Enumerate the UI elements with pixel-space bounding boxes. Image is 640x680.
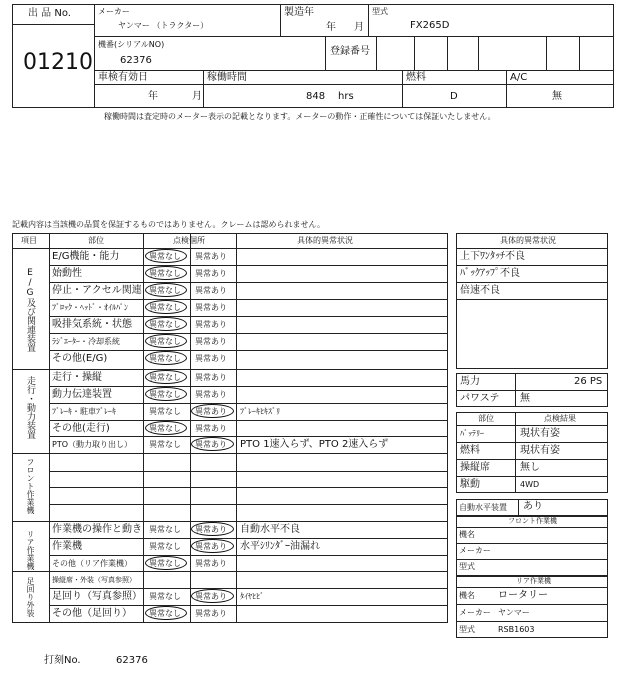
check-part: 燃料	[460, 445, 480, 456]
selected-circle	[145, 300, 187, 314]
row-part: その他(E/G)	[52, 353, 108, 364]
right-detail-item: 上下ﾜﾝﾀｯﾁ不良	[460, 251, 525, 262]
row-part: 動力伝達装置	[52, 389, 112, 400]
selected-circle	[191, 589, 234, 603]
selected-circle	[145, 556, 187, 570]
right-details-title: 具体的異常状況	[500, 236, 556, 245]
row-detail: ﾌﾞﾚｰｷﾋｷｽﾞﾘ	[240, 407, 280, 416]
row-part: 始動性	[52, 268, 82, 279]
header-item: 項目	[21, 236, 37, 245]
status-normal: 異常なし	[149, 559, 181, 568]
selected-circle	[145, 370, 187, 384]
selected-circle	[145, 334, 187, 348]
selected-circle	[145, 249, 187, 263]
status-normal: 異常なし	[149, 525, 181, 534]
hours-value: 848	[306, 91, 326, 102]
row-part: 吸排気系統・状態	[52, 319, 132, 330]
status-abnormal: 異常あり	[195, 337, 227, 346]
status-abnormal: 異常あり	[195, 424, 227, 433]
maker-label: メーカー	[98, 7, 130, 16]
check-result: 現状有姿	[520, 428, 560, 439]
status-abnormal: 異常あり	[195, 609, 227, 618]
selected-circle	[191, 404, 234, 418]
disclaimer: 記載内容は当該機の品質を保証するものではありません。クレームは認められません。	[12, 220, 325, 229]
model-value: FX265D	[410, 20, 450, 31]
check-part: 駆動	[460, 479, 480, 490]
ac-value: 無	[552, 91, 562, 102]
row-part: 停止・アクセル関連	[52, 285, 142, 296]
rear-maker-value: ヤンマー	[498, 608, 530, 617]
front-name-label: 機名	[459, 530, 475, 539]
row-part: ﾌﾞﾚｰｷ・駐車ﾌﾞﾚｰｷ	[52, 407, 116, 416]
status-abnormal: 異常あり	[195, 303, 227, 312]
section-rear: リア作業機	[26, 530, 35, 570]
serial-label: 機番(シリアルNO)	[98, 40, 165, 49]
power-steering-value: 無	[520, 393, 530, 404]
status-abnormal: 異常あり	[195, 542, 227, 551]
check-part: ﾊﾞｯﾃﾘｰ	[460, 429, 484, 438]
row-detail: 水平ｼﾘﾝﾀﾞｰ油漏れ	[240, 541, 320, 552]
status-abnormal: 異常あり	[195, 373, 227, 382]
selected-circle	[145, 317, 187, 331]
row-detail: PTO 1速入らず、PTO 2速入らず	[240, 439, 389, 450]
section-foot: 足回り外装	[26, 577, 35, 617]
status-normal: 異常なし	[149, 609, 181, 618]
hours-note: 稼働時間は査定時のメーター表示の記載となります。メーターの動作・正確性については保証いたしません。	[104, 112, 496, 121]
front-maker-label: メーカー	[459, 546, 491, 555]
ac-label: A/C	[510, 72, 528, 83]
auto-level-label: 自動水平装置	[459, 503, 507, 512]
row-part: 操縦席・外装（写真参照）	[52, 576, 136, 584]
status-normal: 異常なし	[149, 424, 181, 433]
status-abnormal: 異常あり	[195, 354, 227, 363]
registration-label: 登録番号	[330, 46, 370, 57]
model-label: 型式	[372, 7, 388, 16]
status-abnormal: 異常あり	[195, 269, 227, 278]
check-result: 4WD	[520, 480, 540, 489]
row-part: その他（足回り）	[52, 608, 132, 619]
selected-circle	[145, 421, 187, 435]
selected-circle	[145, 387, 187, 401]
status-normal: 異常なし	[149, 252, 181, 261]
row-part: ﾌﾞﾛｯｸ・ﾍｯﾄﾞ・ｵｲﾙﾊﾟﾝ	[52, 303, 128, 312]
status-normal: 異常なし	[149, 269, 181, 278]
serial-value: 62376	[120, 55, 152, 66]
selected-circle	[145, 606, 187, 620]
row-part: 足回り（写真参照）	[52, 591, 142, 602]
row-part: ﾗｼﾞｴｰﾀｰ・冷却系統	[52, 337, 120, 346]
row-part: 走行・操縦	[52, 372, 102, 383]
status-normal: 異常なし	[149, 592, 181, 601]
selected-circle	[145, 351, 187, 365]
row-part: 作業機の操作と動き	[52, 524, 142, 535]
section-travel: 走行・動力装置	[25, 376, 35, 439]
status-abnormal: 異常あり	[195, 286, 227, 295]
auto-level-value: あり	[523, 501, 543, 512]
status-normal: 異常なし	[149, 320, 181, 329]
row-detail: ﾀｲﾔﾋﾋﾞ	[240, 592, 264, 601]
status-abnormal: 異常あり	[195, 525, 227, 534]
check-result: 無し	[520, 462, 540, 473]
rear-name-label: 機名	[459, 591, 475, 600]
selected-circle	[191, 539, 234, 553]
row-part: E/G機能・能力	[52, 251, 120, 262]
stamp-label: 打刻No.	[44, 655, 81, 666]
inspection-label: 車検有効日	[98, 72, 148, 83]
check-part-header: 部位	[478, 414, 494, 423]
status-abnormal: 異常あり	[195, 592, 227, 601]
status-normal: 異常なし	[149, 354, 181, 363]
status-normal: 異常なし	[149, 373, 181, 382]
section-front: フロント作業機	[26, 458, 35, 514]
check-result: 現状有姿	[520, 445, 560, 456]
right-detail-item: ﾊﾞｯｸｱｯﾌﾟ不良	[460, 268, 520, 279]
selected-circle	[145, 266, 187, 280]
inspection-year: 年	[148, 91, 158, 102]
maker-value: ヤンマー （トラクター）	[118, 21, 209, 30]
header-detail: 具体的異常状況	[297, 236, 353, 245]
row-part: その他（リア作業機）	[52, 559, 132, 568]
status-normal: 異常なし	[149, 337, 181, 346]
status-abnormal: 異常あり	[195, 559, 227, 568]
fuel-value: D	[450, 91, 458, 102]
status-abnormal: 異常あり	[195, 407, 227, 416]
selected-circle	[191, 522, 234, 536]
rear-model-value: RSB1603	[498, 625, 535, 634]
status-normal: 異常なし	[149, 542, 181, 551]
inspection-month: 月	[192, 91, 202, 102]
power-label: 馬力	[460, 376, 480, 387]
status-abnormal: 異常あり	[195, 252, 227, 261]
status-abnormal: 異常あり	[195, 320, 227, 329]
header-part: 部位	[88, 236, 104, 245]
row-part: その他(走行)	[52, 423, 110, 434]
month-unit: 月	[354, 22, 364, 33]
check-result-header: 点検結果	[544, 414, 576, 423]
row-detail: 自動水平不良	[240, 524, 300, 535]
section-engine: E/G及び関連装置	[25, 268, 35, 352]
status-normal: 異常なし	[149, 440, 181, 449]
status-normal: 異常なし	[149, 407, 181, 416]
rear-implement-title: リア作業機	[516, 577, 551, 585]
year-label: 製造年	[284, 7, 314, 18]
row-part: 作業機	[52, 541, 82, 552]
selected-circle	[145, 283, 187, 297]
check-part: 操縦席	[460, 462, 490, 473]
power-value: 26 PS	[574, 376, 603, 387]
stamp-value: 62376	[116, 655, 148, 666]
selected-circle	[191, 437, 234, 451]
status-abnormal: 異常あり	[195, 390, 227, 399]
front-model-label: 型式	[459, 562, 475, 571]
right-detail-item: 倍速不良	[460, 285, 500, 296]
rear-model-label: 型式	[459, 625, 475, 634]
row-part: PTO（動力取り出し）	[52, 440, 133, 449]
hours-unit: hrs	[338, 91, 354, 102]
status-normal: 異常なし	[149, 303, 181, 312]
status-normal: 異常なし	[149, 286, 181, 295]
hours-label: 稼働時間	[207, 72, 247, 83]
fuel-label: 燃料	[406, 72, 426, 83]
power-steering-label: パワステ	[460, 393, 500, 404]
front-implement-title: フロント作業機	[508, 517, 557, 525]
rear-maker-label: メーカー	[459, 608, 491, 617]
status-normal: 異常なし	[149, 390, 181, 399]
header-check: 点検個所	[173, 236, 205, 245]
status-abnormal: 異常あり	[195, 440, 227, 449]
rear-name-value: ロータリー	[498, 590, 548, 601]
lot-number: 01210	[23, 50, 93, 75]
lot-label: 出 品 No.	[28, 8, 71, 19]
year-unit: 年	[326, 22, 336, 33]
